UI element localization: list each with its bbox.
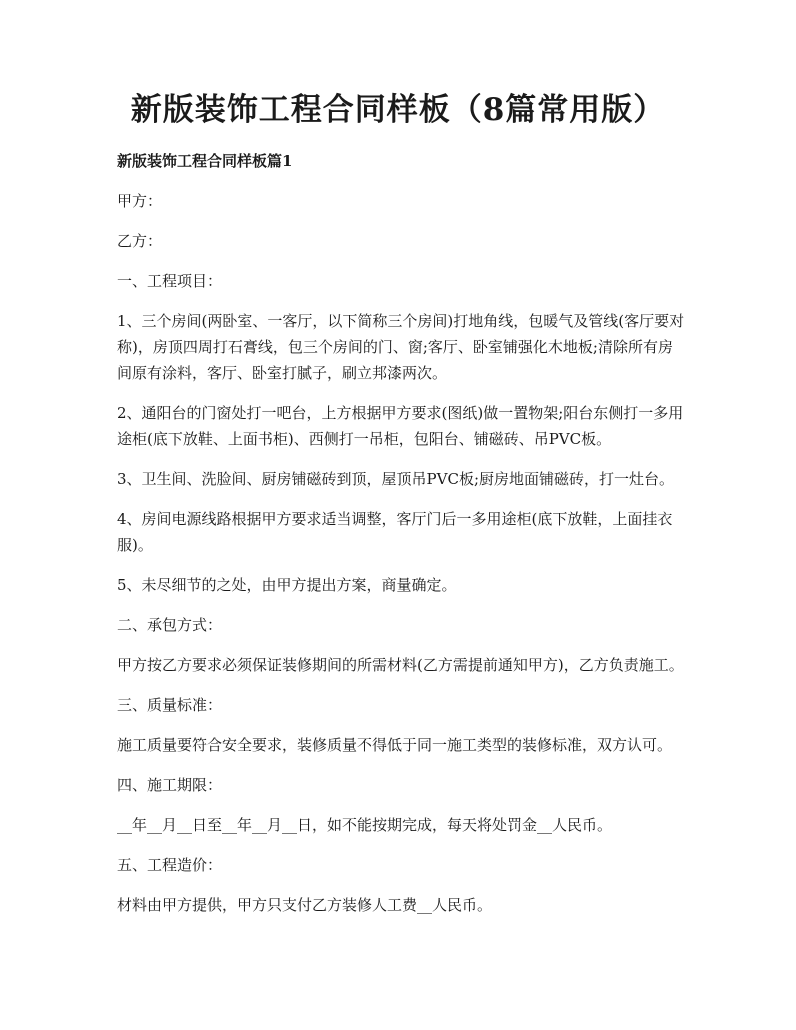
- section-heading-cost: 五、工程造价：: [117, 856, 223, 874]
- document-body: [117, 148, 687, 932]
- section-heading-period: 四、施工期限：: [117, 776, 223, 794]
- party-a-line: 甲方：: [117, 192, 163, 210]
- project-item-3: 3、卫生间、洗脸间、厨房铺磁砖到顶，屋顶吊PVC板;厨房地面铺磁砖，打一灶台。: [117, 470, 675, 488]
- document-title: 新版装饰工程合同样板（8篇常用版）: [130, 92, 666, 128]
- section-heading-contract-method: 二、承包方式：: [117, 616, 223, 634]
- section-heading-quality: 三、质量标准：: [117, 696, 223, 714]
- project-item-5: 5、未尽细节的之处，由甲方提出方案，商量确定。: [117, 576, 457, 594]
- cost-text: 材料由甲方提供，甲方只支付乙方装修人工费__人民币。: [117, 896, 493, 914]
- project-item-1: 1、三个房间(两卧室、一客厅，以下简称三个房间)打地角线，包暖气及管线(客厅要对称)，房顶四周打石膏线，包三个房间的门、窗;客厅、卧室铺强化木地板;清除所有房间原有涂料，客厅、卧室打腻子，刷立邦漆两次。: [117, 312, 685, 382]
- period-text: __年__月__日至__年__月__日，如不能按期完成，每天将处罚金__人民币。: [117, 816, 613, 834]
- contract-method-text: 甲方按乙方要求必须保证装修期间的所需材料(乙方需提前通知甲方)，乙方负责施工。: [117, 656, 684, 674]
- section-heading-project: 一、工程项目：: [117, 272, 223, 290]
- party-b-line: 乙方：: [117, 232, 163, 250]
- quality-text: 施工质量要符合安全要求，装修质量不得低于同一施工类型的装修标准，双方认可。: [117, 736, 673, 754]
- project-item-4: 4、房间电源线路根据甲方要求适当调整，客厅门后一多用途柜(底下放鞋，上面挂衣服)。: [117, 510, 673, 554]
- section-subheading: 新版装饰工程合同样板篇1: [117, 152, 293, 170]
- project-item-2: 2、通阳台的门窗处打一吧台，上方根据甲方要求(图纸)做一置物架;阳台东侧打一多用途柜(底下放鞋、上面书柜)、西侧打一吊柜，包阳台、铺磁砖、吊PVC板。: [117, 404, 684, 448]
